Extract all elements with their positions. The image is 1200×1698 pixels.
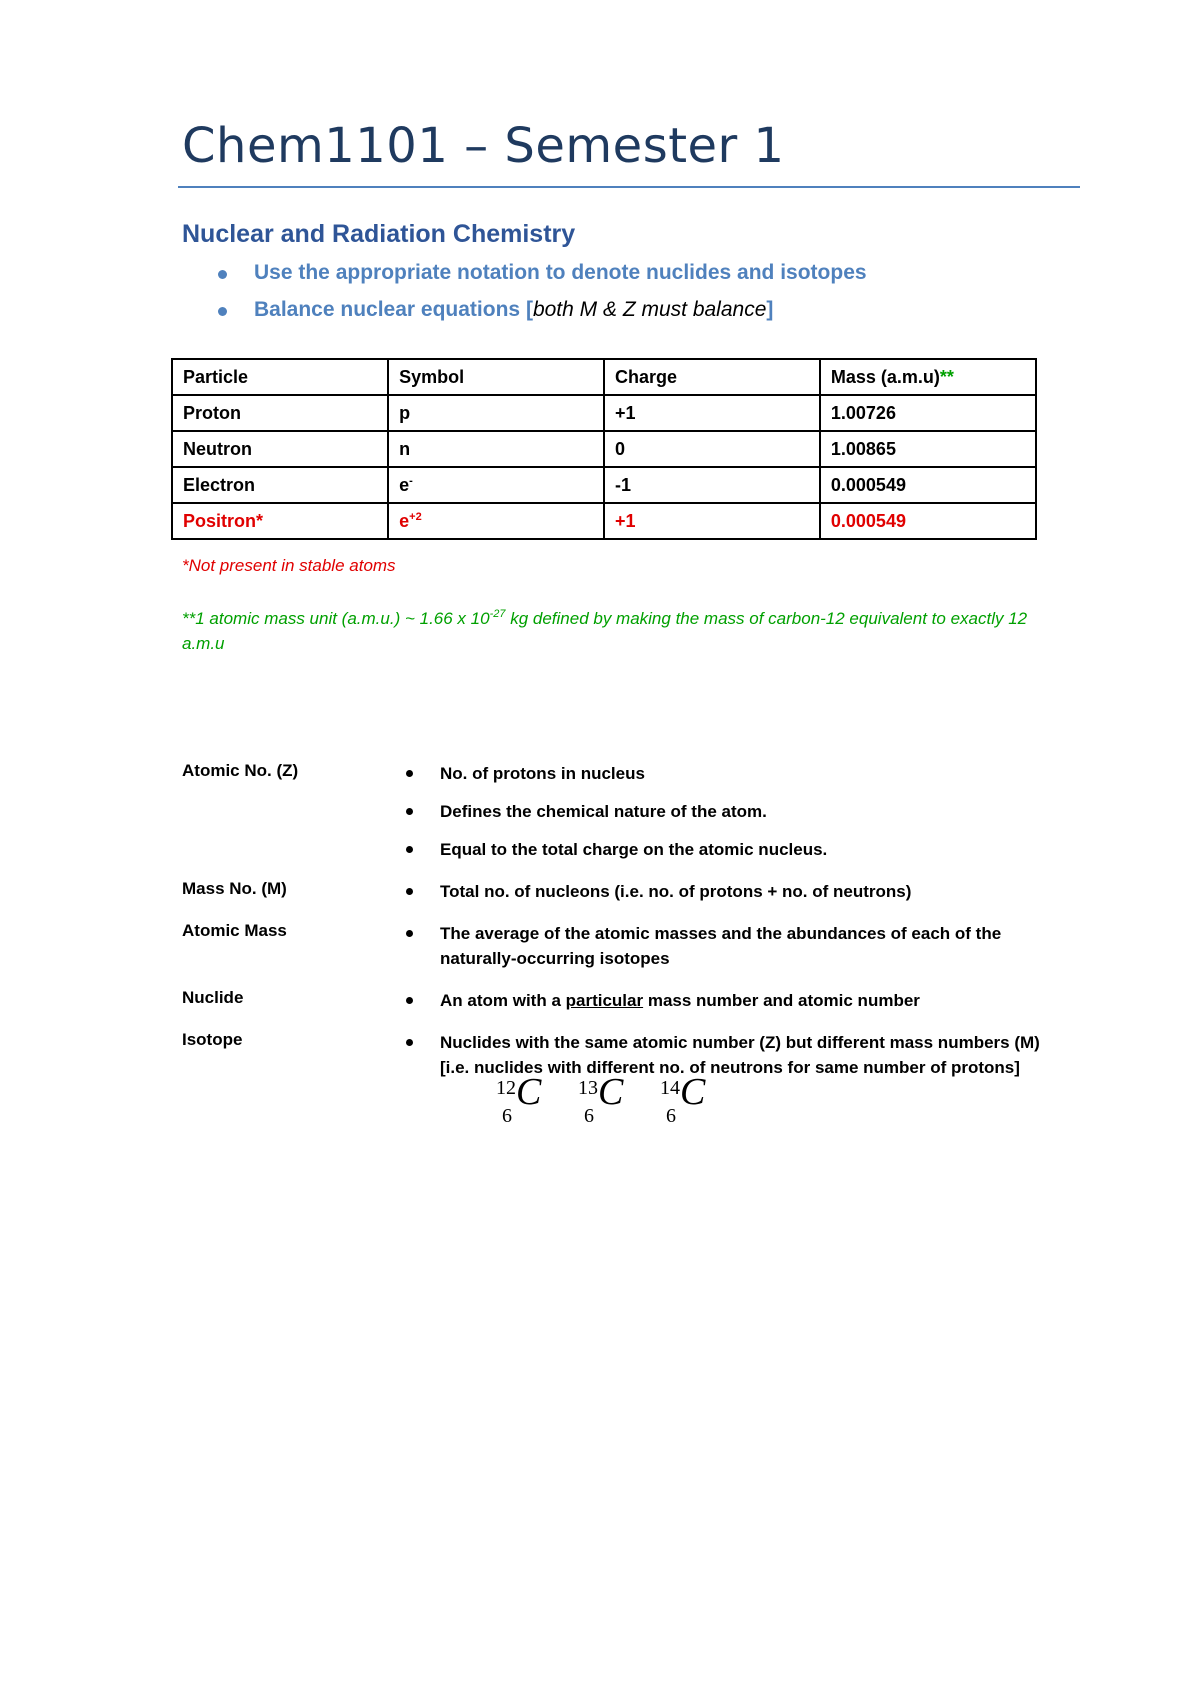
nuclide-atomic-number: 6 — [584, 1105, 594, 1127]
table-row — [172, 431, 1036, 467]
bullet-icon — [406, 808, 413, 815]
definition-item — [402, 1030, 1042, 1137]
definition-text-underlined: particular — [565, 991, 644, 1010]
definition-term: Atomic Mass — [182, 921, 287, 940]
nuclide-mass-number: 14 — [660, 1077, 680, 1099]
definition-item — [402, 837, 1042, 862]
amu-note-suffix: kg defined by making the mass of carbon-12 equivalent to exactly 12 a.m.u — [182, 609, 1028, 653]
nuclide-atomic-number: 6 — [666, 1105, 676, 1127]
definition-term: Atomic No. (Z) — [182, 761, 299, 780]
particle-cell: Neutron — [172, 431, 388, 467]
mass-cell: 1.00726 — [820, 395, 1036, 431]
mass-header-text: Mass (a.m.u) — [830, 366, 940, 387]
nuclide-symbol: C — [598, 1071, 624, 1113]
mass-cell: 0.000549 — [820, 467, 1036, 503]
definition-text-after: mass number and atomic number — [643, 991, 920, 1010]
definition-row — [182, 1030, 1042, 1137]
symbol-superscript: - — [409, 474, 413, 487]
charge-cell: +1 — [604, 503, 820, 539]
table-header-row — [172, 359, 1036, 395]
objective-bracket-close: ] — [766, 298, 774, 321]
header-cell: Symbol — [388, 359, 604, 395]
table-row — [172, 395, 1036, 431]
definition-item — [402, 761, 1042, 786]
symbol-text: e — [399, 474, 410, 495]
definition-item — [402, 921, 1042, 971]
definition-text: The average of the atomic masses and the abundances of each of the naturally-occurring isotopes — [440, 924, 1002, 968]
objective-bracket-open: [ — [525, 298, 533, 321]
charge-cell: -1 — [604, 467, 820, 503]
header-cell — [820, 359, 1036, 395]
charge-cell: +1 — [604, 395, 820, 431]
nuclide-symbol: C — [680, 1071, 706, 1113]
symbol-cell — [388, 503, 604, 539]
definition-row — [182, 921, 1042, 971]
nuclide-mass-number: 12 — [496, 1077, 516, 1099]
nuclide-atomic-number: 6 — [502, 1105, 512, 1127]
particle-cell: Positron* — [172, 503, 388, 539]
title-underline — [178, 186, 1080, 188]
definition-row — [182, 761, 1042, 862]
table-row — [172, 503, 1036, 539]
symbol-text: e — [399, 510, 410, 531]
mass-cell: 1.00865 — [820, 431, 1036, 467]
objective-text: Balance nuclear equations — [254, 298, 526, 321]
definition-term: Mass No. (M) — [182, 879, 287, 898]
section-heading: Nuclear and Radiation Chemistry — [182, 220, 576, 248]
nuclide-notation-group — [496, 1071, 742, 1133]
definition-text: No. of protons in nucleus — [440, 764, 645, 783]
objectives-list — [218, 258, 867, 332]
header-cell: Charge — [604, 359, 820, 395]
objective-item — [218, 258, 867, 295]
bullet-icon — [218, 270, 227, 279]
definition-text: Defines the chemical nature of the atom. — [440, 802, 767, 821]
objective-text: Use the appropriate notation to denote nuclides and isotopes — [254, 261, 867, 284]
table-row — [172, 467, 1036, 503]
nuclide-notation — [578, 1071, 634, 1127]
amu-note-prefix: **1 atomic mass unit (a.m.u.) ~ 1.66 x 10 — [182, 609, 490, 628]
definition-row — [182, 988, 1042, 1013]
mass-cell: 0.000549 — [820, 503, 1036, 539]
definition-items — [402, 761, 1042, 862]
symbol-cell — [388, 467, 604, 503]
symbol-cell: n — [388, 431, 604, 467]
nuclide-notation — [496, 1071, 552, 1127]
mass-header-mark: ** — [939, 366, 954, 387]
definition-text-before: An atom with a — [440, 991, 566, 1010]
objective-note: both M & Z must balance — [532, 298, 767, 321]
bullet-icon — [406, 1039, 413, 1046]
definitions-list — [182, 744, 1042, 1154]
bullet-icon — [218, 307, 227, 316]
definition-items — [402, 879, 1042, 904]
definition-item — [402, 799, 1042, 824]
nuclide-notation — [660, 1071, 716, 1127]
bullet-icon — [406, 846, 413, 853]
amu-note — [182, 606, 1062, 656]
nuclide-mass-number: 13 — [578, 1077, 598, 1099]
header-cell: Particle — [172, 359, 388, 395]
charge-cell: 0 — [604, 431, 820, 467]
definition-items — [402, 988, 1042, 1013]
definition-term: Isotope — [182, 1030, 243, 1049]
symbol-superscript: +2 — [409, 510, 422, 523]
definition-text: Equal to the total charge on the atomic nucleus. — [440, 840, 828, 859]
definition-items — [402, 921, 1042, 971]
bullet-icon — [406, 770, 413, 777]
objective-item — [218, 295, 867, 332]
page-title: Chem1101 – Semester 1 — [182, 118, 785, 174]
bullet-icon — [406, 888, 413, 895]
nuclide-symbol: C — [516, 1071, 542, 1113]
stability-note: *Not present in stable atoms — [182, 556, 396, 575]
particle-cell: Electron — [172, 467, 388, 503]
definition-row — [182, 879, 1042, 904]
definition-item — [402, 988, 1042, 1013]
particle-cell: Proton — [172, 395, 388, 431]
definition-text: Total no. of nucleons (i.e. no. of protons + no. of neutrons) — [440, 882, 912, 901]
definition-term: Nuclide — [182, 988, 244, 1007]
bullet-icon — [406, 930, 413, 937]
amu-exponent: -27 — [489, 608, 506, 620]
particles-table — [171, 358, 1037, 540]
definition-items — [402, 1030, 1042, 1137]
definition-item — [402, 879, 1042, 904]
definition-text: Nuclides with the same atomic number (Z) but different mass numbers (M) [i.e. nuclides with different no. of neutrons for same number of protons] — [440, 1033, 1040, 1077]
symbol-cell: p — [388, 395, 604, 431]
bullet-icon — [406, 997, 413, 1004]
